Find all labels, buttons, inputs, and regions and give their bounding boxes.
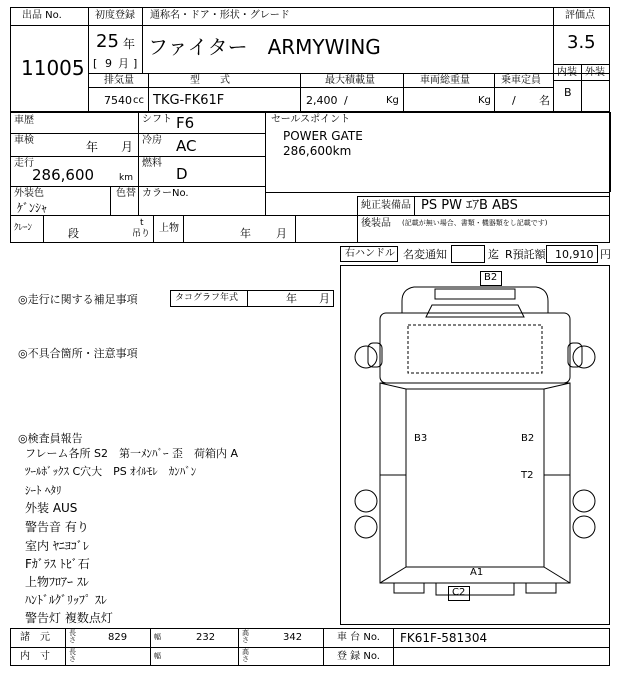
upper-year-unit: 年 — [240, 227, 251, 240]
max-load-label: 最大積載量 — [325, 75, 375, 86]
rear-gate — [394, 583, 424, 593]
displacement-value: 7540 — [104, 94, 132, 107]
exterior-color-value: ｹﾞﾝｼｬ — [17, 201, 48, 215]
footer-split-5 — [393, 628, 394, 666]
chassis-number: FK61F-581304 — [400, 631, 488, 645]
cargo-fold-left — [380, 383, 406, 389]
header-row-line — [88, 25, 553, 26]
footer-split-3 — [238, 628, 239, 666]
max-load-unit: Kg — [386, 95, 399, 106]
recycle-amount: 10,910 — [555, 248, 594, 261]
header-divider-2 — [553, 7, 554, 112]
color-split — [110, 186, 111, 215]
report-line: ｼｰﾄ ﾍﾀﾘ — [25, 484, 62, 497]
inspection-month-unit: 月 — [121, 140, 134, 154]
driving-notes-title: ◎走行に関する補足事項 — [18, 293, 138, 306]
capacity-separator: / — [512, 94, 516, 107]
interior-grade: B — [564, 86, 572, 99]
damage-label-a1: A1 — [470, 567, 484, 578]
recycle-unit: 円 — [600, 248, 611, 261]
mileage-value: 286,600 — [32, 166, 95, 184]
lot-label: 出品 No. — [22, 10, 62, 21]
month-bracket-close: ] — [133, 57, 138, 70]
header-year-divider — [142, 7, 143, 73]
cab-inner — [408, 325, 542, 373]
report-line: フレーム各所 S2 第一ﾒﾝﾊﾞｰ 歪 荷箱内 A — [25, 447, 239, 460]
header-divider-1 — [88, 7, 89, 112]
interior-dims-label: 内 寸 — [20, 651, 50, 662]
damage-label-b2-side: B2 — [521, 433, 535, 444]
upper-split-3 — [295, 215, 296, 243]
damage-label-b3: B3 — [414, 433, 428, 444]
max-load-value: 2,400 — [306, 94, 338, 107]
displacement-label: 排気量 — [104, 75, 134, 86]
model-code-label: 型 式 — [190, 75, 230, 86]
color-number-label: カラーNo. — [142, 188, 189, 199]
tachograph-year-unit: 年 — [286, 292, 297, 305]
width-label: 幅 — [154, 633, 161, 641]
footer-split-1 — [65, 628, 66, 666]
interior-height-label: 高さ — [242, 648, 249, 663]
cargo-fold-right — [544, 383, 570, 389]
equipment-label-split — [414, 196, 415, 215]
report-line: 外装 AUS — [25, 501, 78, 515]
crane-t: t — [140, 218, 144, 228]
details-mid-split — [265, 112, 266, 215]
damage-label-t2: T2 — [521, 470, 534, 481]
details-row-4 — [10, 215, 610, 216]
interior-label: 内装 — [557, 67, 577, 78]
selling-point-1: POWER GATE — [283, 129, 363, 143]
crane-stage: 段 — [68, 227, 79, 240]
cargo-fold-bl — [380, 567, 406, 583]
interior-length-label: 長さ — [69, 648, 76, 663]
report-line: 警告音 有り — [25, 520, 89, 534]
month-bracket-open: [ — [93, 57, 98, 70]
length-label: 長さ — [69, 629, 76, 644]
equipment-left — [357, 196, 358, 243]
shift-label: シフト — [142, 114, 172, 125]
exterior-color-label: 外装色 — [14, 188, 44, 199]
right-rear-wheel — [573, 490, 595, 512]
left-rear-wheel-2 — [355, 516, 377, 538]
spec-divider-2 — [300, 73, 301, 112]
mileage-label: 走行 — [14, 158, 34, 169]
length-value: 829 — [108, 632, 128, 643]
report-line: ﾊﾝﾄﾞﾙｸﾞﾘｯﾌﾟ ｽﾚ — [25, 593, 107, 607]
footer-row-line — [10, 647, 610, 648]
mileage-unit: km — [119, 173, 133, 183]
registration-month: 9 — [105, 57, 112, 70]
right-rear-wheel-2 — [573, 516, 595, 538]
registration-month-unit: 月 — [118, 57, 129, 70]
spec-divider-3 — [403, 73, 404, 112]
registration-number-label: 登 録 No. — [337, 651, 380, 662]
fuel-value: D — [176, 165, 188, 183]
selling-point-2: 286,600km — [283, 144, 352, 158]
inspection-label: 車検 — [14, 135, 34, 146]
selling-box-right — [610, 112, 611, 192]
capacity-label: 乗車定員 — [501, 75, 541, 86]
fuel-label: 燃料 — [142, 158, 162, 169]
footer-split-4 — [323, 628, 324, 666]
tachograph-label: タコグラフ年式 — [175, 293, 239, 303]
aftermarket-note: (記載が無い場合、書類・機器類をし記載です) — [402, 219, 548, 227]
equipment-value: PS PW ｴｱB ABS — [421, 198, 518, 213]
rear-gate-r — [526, 583, 556, 593]
registration-year: 25 — [96, 31, 119, 52]
specs-top-line — [88, 73, 610, 74]
shift-value: F6 — [176, 114, 195, 132]
report-line: 上物ﾌﾛｱｰ ｽﾚ — [25, 575, 89, 589]
grille — [435, 289, 515, 299]
score-grade-line — [553, 80, 610, 81]
history-label: 車歴 — [14, 115, 34, 126]
details-row-2 — [10, 156, 265, 157]
windshield — [426, 305, 524, 317]
deadline-suffix: 迄 — [488, 248, 499, 261]
right-mirror — [573, 346, 595, 368]
color-change-label: 色替 — [116, 188, 136, 199]
upper-split-2 — [183, 215, 184, 243]
upper-month-unit: 月 — [276, 227, 287, 240]
report-line: 室内 ﾔﾆﾖｺﾞﾚ — [25, 539, 89, 553]
cargo-box — [380, 383, 570, 583]
tachograph-split — [247, 290, 248, 307]
cab-outline — [402, 287, 548, 313]
chassis-label: 車 台 No. — [337, 632, 380, 643]
aftermarket-label: 後装品 — [361, 218, 391, 229]
details-row-3 — [10, 186, 265, 187]
dimensions-label: 諸 元 — [20, 632, 50, 643]
score-split — [581, 64, 582, 112]
first-registration-label: 初度登録 — [95, 10, 135, 21]
recycle-label: R預託額 — [505, 248, 546, 261]
upper-split-1 — [153, 215, 154, 243]
gross-weight-label: 車両総重量 — [420, 75, 470, 86]
lot-number: 11005 — [21, 56, 85, 80]
defects-title: ◎不具合箇所・注意事項 — [18, 347, 138, 360]
crane-split — [43, 215, 44, 243]
details-left-split — [138, 112, 139, 215]
capacity-unit: 名 — [539, 94, 550, 107]
report-line: 警告灯 複数点灯 — [25, 611, 113, 625]
specs-mid-line — [88, 87, 553, 88]
score-value: 3.5 — [567, 32, 596, 53]
details-row-1 — [10, 133, 265, 134]
score-label: 評価点 — [565, 10, 595, 21]
interior-width-label: 幅 — [154, 652, 161, 660]
crane-hook: 吊り — [132, 229, 151, 239]
vehicle-name-label: 通称名・ドア・形状・グレード — [150, 10, 290, 21]
score-label-line — [553, 25, 610, 26]
left-mirror — [355, 346, 377, 368]
spec-divider-4 — [494, 73, 495, 112]
width-value: 232 — [196, 632, 216, 643]
model-name: ファイター ARMYWING — [148, 35, 381, 59]
spec-divider-1 — [148, 73, 149, 112]
gross-weight-unit: Kg — [478, 95, 491, 106]
footer-split-2 — [150, 628, 151, 666]
name-change-label: 名変通知 — [403, 248, 447, 261]
equipment-top-line — [357, 196, 610, 197]
steering-value: 右ハンドル — [345, 248, 395, 259]
equipment-label: 純正装備品 — [361, 200, 411, 211]
damage-label-b2-top: B2 — [484, 272, 498, 283]
aircon-label: 冷房 — [142, 135, 162, 146]
registration-year-unit: 年 — [123, 37, 136, 51]
cargo-fold-br — [544, 567, 570, 583]
damage-label-c2: C2 — [452, 587, 466, 598]
crane-label: ｸﾚｰﾝ — [14, 223, 33, 233]
inspection-year-unit: 年 — [86, 140, 99, 154]
model-code: TKG-FK61F — [153, 93, 225, 108]
report-line: Fｶﾞﾗｽ ﾄﾋﾞ石 — [25, 557, 90, 571]
selling-points-label: セールスポイント — [271, 114, 351, 125]
report-line: ﾂｰﾙﾎﾞｯｸｽ C穴大 PS ｵｲﾙﾓﾚ ｶﾝﾊﾞﾝ — [25, 465, 197, 478]
left-rear-wheel — [355, 490, 377, 512]
upper-label: 上物 — [159, 223, 179, 234]
displacement-unit: cc — [133, 95, 144, 106]
aircon-value: AC — [176, 137, 197, 155]
header-lot-line — [10, 25, 88, 26]
tachograph-month-unit: 月 — [319, 292, 330, 305]
name-change-box — [451, 245, 485, 263]
max-load-separator: / — [344, 94, 348, 107]
selling-box-bottom — [265, 192, 610, 193]
height-value: 342 — [283, 632, 303, 643]
height-label: 高さ — [242, 629, 249, 644]
inspector-report-title: ◎検査員報告 — [18, 432, 83, 445]
exterior-label: 外装 — [585, 67, 605, 78]
